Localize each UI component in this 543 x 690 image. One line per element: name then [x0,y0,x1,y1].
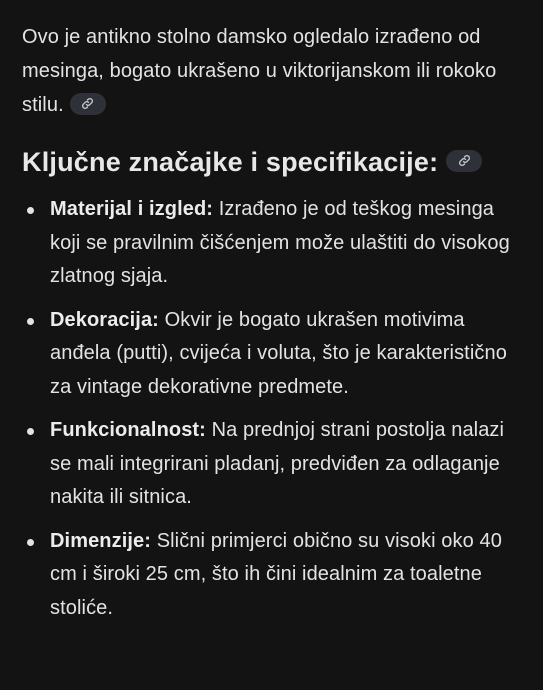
feature-text: Okvir je bogato ukrašen motivima anđela (putti), cvijeća i voluta, što je karakteristično za vintage dekorativne predmete. [50,308,507,398]
response-content [22,20,527,635]
feature-text: Na prednjoj strani postolja nalazi se mali integrirani pladanj, predviđen za odlaganje nakita ili sitnica. [50,419,505,508]
feature-term: Dekoracija: [50,308,159,331]
source-link-chip[interactable] [70,93,106,115]
section-heading [22,145,527,179]
heading-text: Ključne značajke i specifikacije: [22,147,439,177]
link-icon [458,154,471,167]
feature-text: Slični primjerci obično su visoki oko 40 cm i široki 25 cm, što ih čini idealnim za toaletne stoliće. [50,529,502,619]
list-item [22,414,527,515]
bullet-icon [27,318,34,325]
feature-term: Funkcionalnost: [50,419,206,441]
feature-term: Dimenzije: [50,529,152,552]
bullet-icon [27,428,34,435]
list-item [22,304,527,405]
link-icon [81,97,94,110]
intro-paragraph [22,20,527,122]
bullet-icon [27,207,34,214]
heading-source-link-chip[interactable] [446,150,482,172]
feature-term: Materijal i izgled: [50,198,214,220]
bullet-icon [27,539,34,546]
feature-text: Izrađeno je od teškog mesinga koji se pravilnim čišćenjem može ulaštiti do visokog zlatnog sjaja. [50,198,510,287]
list-item [22,525,527,626]
list-item [22,193,527,294]
intro-text: Ovo je antikno stolno damsko ogledalo izrađeno od mesinga, bogato ukrašeno u viktorijanskom ili rokoko stilu. [22,26,497,116]
features-list [22,193,527,625]
